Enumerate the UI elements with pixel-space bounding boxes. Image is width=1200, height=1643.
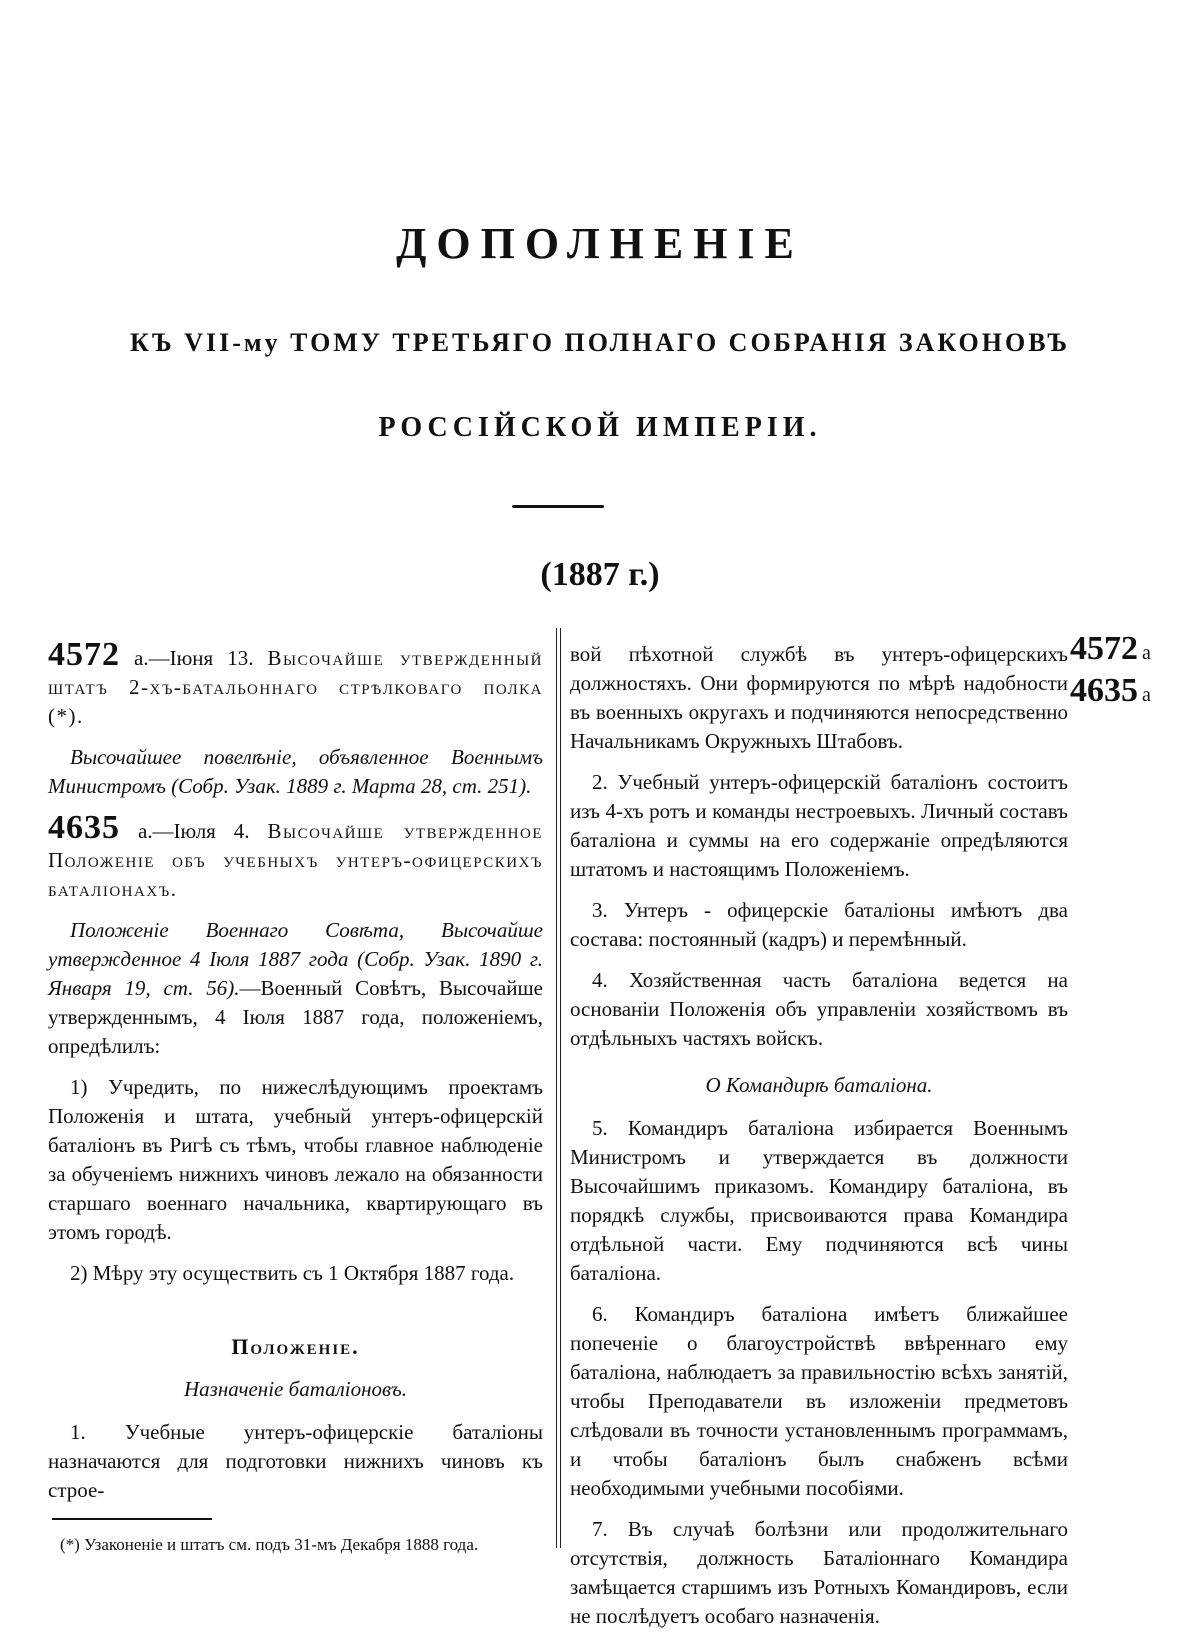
decree-item-1: 1) Учредить, по нижеслѣдующимъ проектамъ Положенія и штата, учебный унтеръ-офицерскій баталіонъ въ Ригѣ съ тѣмъ, чтобы главное наблюденіе за обученіемъ нижнихъ чиновъ лежало на обязанности старшаго военнаго начальника, квартирующаго въ этомъ городѣ.: [48, 1075, 543, 1244]
paragraph-2: 2. Учебный унтеръ-офицерскій баталіонъ состоитъ изъ 4-хъ ротъ и команды нестроевыхъ. Личный составъ баталіона и суммы на его содержаніе опредѣляются штатомъ и настоящимъ Положеніемъ.: [570, 770, 1068, 881]
entry-4572: [48, 636, 544, 731]
section-heading: Положеніе.: [231, 1334, 360, 1359]
section-subheading: О Командирѣ баталіона.: [705, 1073, 933, 1097]
year-heading: (1887 г.): [540, 556, 660, 593]
page-title: ДОПОЛНЕНІЕ: [396, 219, 804, 268]
paragraph-3: 3. Унтеръ - офицерскіе баталіоны имѣютъ два состава: постоянный (кадръ) и перемѣнный.: [570, 898, 1068, 951]
footnote: (*) Узаконеніе и штатъ см. подъ 31-мъ Декабря 1888 года.: [60, 1535, 479, 1554]
entry-date: а.—Іюля 4.: [137, 819, 250, 843]
title-divider: [512, 505, 604, 508]
paragraph-1: 1. Учебные унтеръ-офицерскіе баталіоны назначаются для подготовки нижнихъ чиновъ къ строе-: [48, 1420, 543, 1502]
source-continuation: —Военный Совѣтъ, Высочайше утвержденнымъ, 4 Іюля 1887 года, положеніемъ, опредѣлилъ:: [48, 976, 543, 1058]
margin-number: 4635 а: [1070, 672, 1151, 709]
paragraph-6: 6. Командиръ баталіона имѣетъ ближайшее попеченіе о благоустройствѣ ввѣреннаго ему баталіона, наблюдаетъ за правильностію всѣхъ занятій, чтобы Преподаватели въ изложеніи предметовъ слѣдовали въ точности установленнымъ программамъ, и чтобы баталіонъ былъ снабженъ всѣми необходимыми учебными пособіями.: [570, 1302, 1068, 1500]
entry-source: Высочайшее повелѣніе, объявленное Военнымъ Министромъ (Собр. Узак. 1889 г. Марта 28, ст. 251).: [48, 745, 543, 798]
margin-entry-numbers: [1070, 628, 1200, 712]
left-column: [48, 636, 544, 1517]
decree-item-2: 2) Мѣру эту осуществить съ 1 Октября 1887 года.: [70, 1261, 515, 1285]
subtitle-line-1: КЪ VII-му ТОМУ ТРЕТЬЯГО ПОЛНАГО СОБРАНІЯ ЗАКОНОВЪ: [129, 328, 1071, 357]
section-subheading: Назначеніе баталіоновъ.: [183, 1377, 408, 1401]
footnote-rule: [52, 1518, 212, 1520]
column-divider: [556, 628, 561, 1548]
paragraph-1-continued: вой пѣхотной службѣ въ унтеръ-офицерскихъ должностяхъ. Они формируются по мѣрѣ надобности въ военныхъ округахъ и подчиняются непосредственно Начальникамъ Окружныхъ Штабовъ.: [570, 642, 1068, 753]
entry-title: Высочайше утвержденный штатъ 2-хъ-батальоннаго стрѣлковаго полка (*).: [48, 646, 544, 728]
entry-number: 4572: [48, 636, 120, 673]
margin-number: 4572 а: [1070, 630, 1151, 667]
entry-number: 4635: [48, 809, 120, 846]
paragraph-4: 4. Хозяйственная часть баталіона ведется на основаніи Положенія объ управленіи хозяйствомъ въ отдѣльныхъ частяхъ войскъ.: [570, 968, 1068, 1050]
right-column: [570, 640, 1068, 1643]
entry-source: [48, 916, 543, 1061]
entry-4635: [48, 809, 544, 904]
subtitle-line-2: РОССІЙСКОЙ ИМПЕРІИ.: [378, 412, 822, 443]
entry-date: а.—Іюня 13.: [134, 646, 254, 670]
paragraph-5: 5. Командиръ баталіона избирается Военнымъ Министромъ и утверждается въ должности Высочайшимъ приказомъ. Командиру баталіона, въ порядкѣ службы, присвоиваются права Командира отдѣльной части. Ему подчиняются всѣ чины баталіона.: [570, 1116, 1068, 1285]
paragraph-7: 7. Въ случаѣ болѣзни или продолжительнаго отсутствія, должность Баталіоннаго Командира замѣщается старшимъ изъ Ротныхъ Командировъ, если не послѣдуетъ особаго назначенія.: [570, 1517, 1068, 1628]
source-citation: Положеніе Военнаго Совѣта, Высочайше утвержденное 4 Іюля 1887 года (Собр. Узак. 1890 г. Января 19, ст. 56).: [48, 918, 543, 1000]
entry-title: Высочайше утвержденное Положеніе объ учебныхъ унтеръ-офицерскихъ баталіонахъ.: [48, 819, 544, 901]
